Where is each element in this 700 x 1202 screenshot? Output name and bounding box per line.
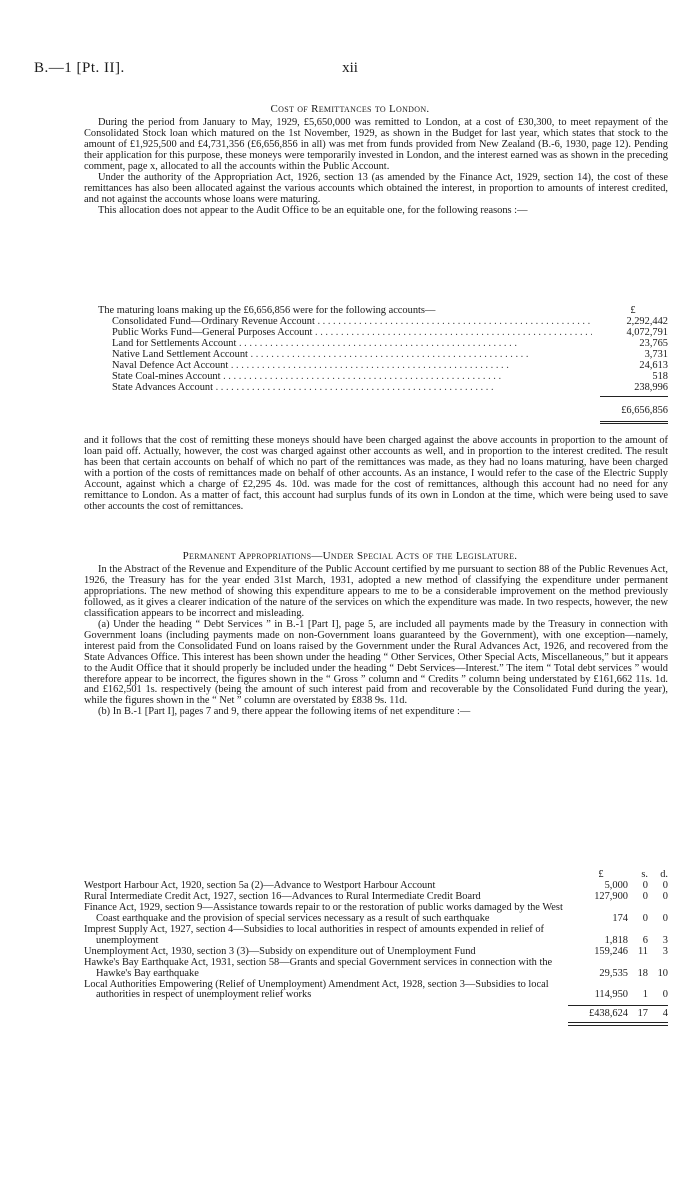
permanent-heading: Permanent Appropriations—Under Special Acts of the Legislature. — [182, 550, 518, 562]
item-shillings: 18 — [637, 967, 648, 979]
account-row — [84, 317, 668, 328]
currency-header: £ — [630, 305, 636, 316]
item-pence: 0 — [662, 989, 668, 1001]
account-amount: 238,996 — [592, 383, 668, 394]
permanent-body — [84, 565, 668, 718]
item-shillings: 11 — [637, 945, 648, 957]
remittances-paragraph-1: During the period from January to May, 1929, £5,650,000 was remitted to London, at a cost of £30,300, to meet repayment of the Consolidated Stock loan which matured on the 1st November, 1929, as shown in the Budget for last year, which states that stock to the amount of £1,925,500 and £4,731,356 (£6,656,856 in all) was met from funds provided from New Zealand (B.-6, 1930, page 12). Pending their application for this purpose, these moneys were temporarily invested in London, and the interest earned was as shown in the preceding comment, page x, allocated to all the accounts within the Public Account. — [84, 117, 668, 172]
account-amount: 2,292,442 — [592, 317, 668, 328]
account-row — [84, 339, 668, 350]
item-pounds: 127,900 — [594, 890, 628, 902]
expenditure-row — [84, 980, 668, 1002]
pence-header: d. — [660, 869, 668, 880]
item-shillings: 0 — [642, 879, 648, 891]
remittances-conclusion — [84, 436, 668, 513]
total-shillings: 17 — [637, 1008, 648, 1020]
account-amount: 23,765 — [592, 339, 668, 350]
total-double-rule — [600, 423, 668, 424]
account-amount: 4,072,791 — [592, 328, 668, 339]
account-row — [84, 350, 668, 361]
account-name: Public Works Fund—General Purposes Account . . . — [84, 328, 592, 339]
item-shillings: 1 — [642, 989, 648, 1001]
item-pounds: 114,950 — [594, 989, 628, 1001]
item-pounds: 174 — [612, 912, 628, 924]
account-amount: 24,613 — [592, 361, 668, 372]
item-pence: 10 — [657, 967, 668, 979]
item-description: Finance Act, 1929, section 9—Assistance towards repair to or the restoration of public works damaged by the West Coast earthquake and the provision of special services necessary as a result of such earthquake — [84, 901, 563, 924]
accounts-rule — [600, 396, 668, 397]
account-row — [84, 383, 668, 394]
total-rule — [600, 421, 668, 422]
item-description: Westport Harbour Act, 1920, section 5a (2)—Advance to Westport Harbour Account — [84, 879, 436, 891]
item-shillings: 0 — [642, 890, 648, 902]
remittances-paragraph-2: Under the authority of the Appropriation Act, 1926, section 13 (as amended by the Finance Act, 1929, section 14), the cost of these remittances has also been allocated against the various accounts which obtained the interest, in proportion to amounts of interest credited, and not against the accounts whose loans were maturing. — [84, 171, 668, 205]
item-shillings: 0 — [642, 912, 648, 924]
account-row — [84, 361, 668, 372]
accounts-intro: The maturing loans making up the £6,656,856 were for the following accounts— — [98, 305, 436, 316]
account-name: Consolidated Fund—Ordinary Revenue Account . . . — [84, 317, 592, 328]
expenditure-row — [84, 903, 668, 925]
item-pence: 0 — [662, 879, 668, 891]
account-name: State Advances Account . . . — [84, 383, 592, 394]
item-pence: 0 — [662, 912, 668, 924]
account-amount: 518 — [592, 372, 668, 383]
remittances-paragraph-3: This allocation does not appear to the Audit Office to be an equitable one, for the following reasons :— — [98, 204, 528, 216]
item-pounds: 159,246 — [594, 945, 628, 957]
document-reference: B.—1 [Pt. II]. — [34, 60, 125, 76]
expenditure-row — [84, 947, 668, 958]
item-description: Imprest Supply Act, 1927, section 4—Subsidies to local authorities in respect of amounts expended in relief of unemployment — [84, 923, 544, 946]
total-pence: 4 — [662, 1008, 668, 1020]
shillings-header: s. — [641, 869, 648, 880]
item-description: Rural Intermediate Credit Act, 1927, section 16—Advances to Rural Intermediate Credit Board — [84, 890, 481, 902]
conclusion-paragraph: and it follows that the cost of remitting these moneys should have been charged against the above accounts in proportion to the amount of loan paid off. Actually, however, the cost was charged against other accounts as well, and in proportion to the interest credited. The result has been that certain accounts on behalf of which no part of the remittances was made, as they had no loans maturing, have been charged with a portion of the costs of remittances made on behalf of other accounts. As an instance, I would refer to the case of the Electric Supply Account, against which a charge of £2,295 4s. 10d. was made for the cost of remittances, although this account had no need for any remittance to London. As a matter of fact, this account had surplus funds of its own in London at the time, which were being used to save other accounts the cost of remittances. — [84, 435, 668, 512]
account-row — [84, 328, 668, 339]
item-pounds: 5,000 — [604, 879, 628, 891]
account-name: State Coal-mines Account . . . — [84, 372, 592, 383]
item-pounds: 29,535 — [599, 967, 628, 979]
accounts-total-row — [84, 406, 668, 417]
remittances-body — [84, 118, 668, 217]
item-description: Hawke's Bay Earthquake Act, 1931, section 58—Grants and special Government services in connection with the Hawke's Bay earthquake — [84, 956, 553, 979]
account-name: Native Land Settlement Account . . . — [84, 350, 592, 361]
maturing-loans-list — [84, 306, 668, 394]
item-pence: 3 — [662, 934, 668, 946]
accounts-total: £6,656,856 — [621, 405, 668, 416]
expenditure-row — [84, 925, 668, 947]
permanent-paragraph-2: (a) Under the heading “ Debt Services ” in B.-1 [Part I], page 5, are included all payments made by the Treasury in connection with Government loans (including payments made on non-Government loans guaranteed by the Government), with one exception—namely, interest paid from the Consolidated Fund on loans raised by the Government under the Rural Advances Act, 1926, and recovered from the State Advances Office. This interest has been shown under the heading “ Other Services, Other Special Acts, Miscellaneous,” but it appears to the Audit Office that it should properly be included under the heading “ Debt Services—Interest.” The item “ Total debt services ” would therefore appear to be incorrect, the figures shown in the “ Gross ” column and “ Credits ” column being understated by £161,662 11s. 1d. and £162,501 1s. respectively (being the amount of such interest paid from and recoverable by the Consolidated Fund during the year), while the figures shown in the “ Net ” column are overstated by £838 9s. 11d. — [84, 618, 668, 707]
permanent-paragraph-1: In the Abstract of the Revenue and Expenditure of the Public Account certified by me pursuant to section 88 of the Public Revenues Act, 1926, the Treasury has for the year ended 31st March, 1931, adopted a new method of classifying the expenditure under permanent appropriations. The new method of showing this expenditure appears to me to be a considerable improvement on the method previously followed, as it gives a clearer indication of the nature of the services on which the expenditure was made. In two respects, however, the new classification appears to be incorrect and misleading. — [84, 564, 668, 619]
page-number: xii — [342, 60, 358, 76]
account-name: Naval Defence Act Account . . . — [84, 361, 592, 372]
remittances-heading: Cost of Remittances to London. — [270, 103, 430, 115]
account-name: Land for Settlements Account . . . — [84, 339, 592, 350]
total-pounds: £438,624 — [589, 1008, 628, 1020]
permanent-paragraph-3: (b) In B.-1 [Part I], pages 7 and 9, there appear the following items of net expenditure :— — [98, 706, 471, 718]
item-pence: 3 — [662, 945, 668, 957]
expenditure-table — [84, 870, 668, 1026]
item-description: Unemployment Act, 1930, section 3 (3)—Subsidy on expenditure out of Unemployment Fund — [84, 945, 476, 957]
account-row — [84, 372, 668, 383]
pounds-header: £ — [598, 869, 604, 880]
item-shillings: 6 — [642, 934, 648, 946]
expenditure-total-row — [84, 1009, 668, 1020]
account-amount: 3,731 — [592, 350, 668, 361]
item-pence: 0 — [662, 890, 668, 902]
expenditure-row — [84, 958, 668, 980]
item-pounds: 1,818 — [604, 934, 628, 946]
item-description: Local Authorities Empowering (Relief of Unemployment) Amendment Act, 1928, section 3—Subsidies to local authorities in respect of unemployment relief works — [84, 978, 549, 1001]
